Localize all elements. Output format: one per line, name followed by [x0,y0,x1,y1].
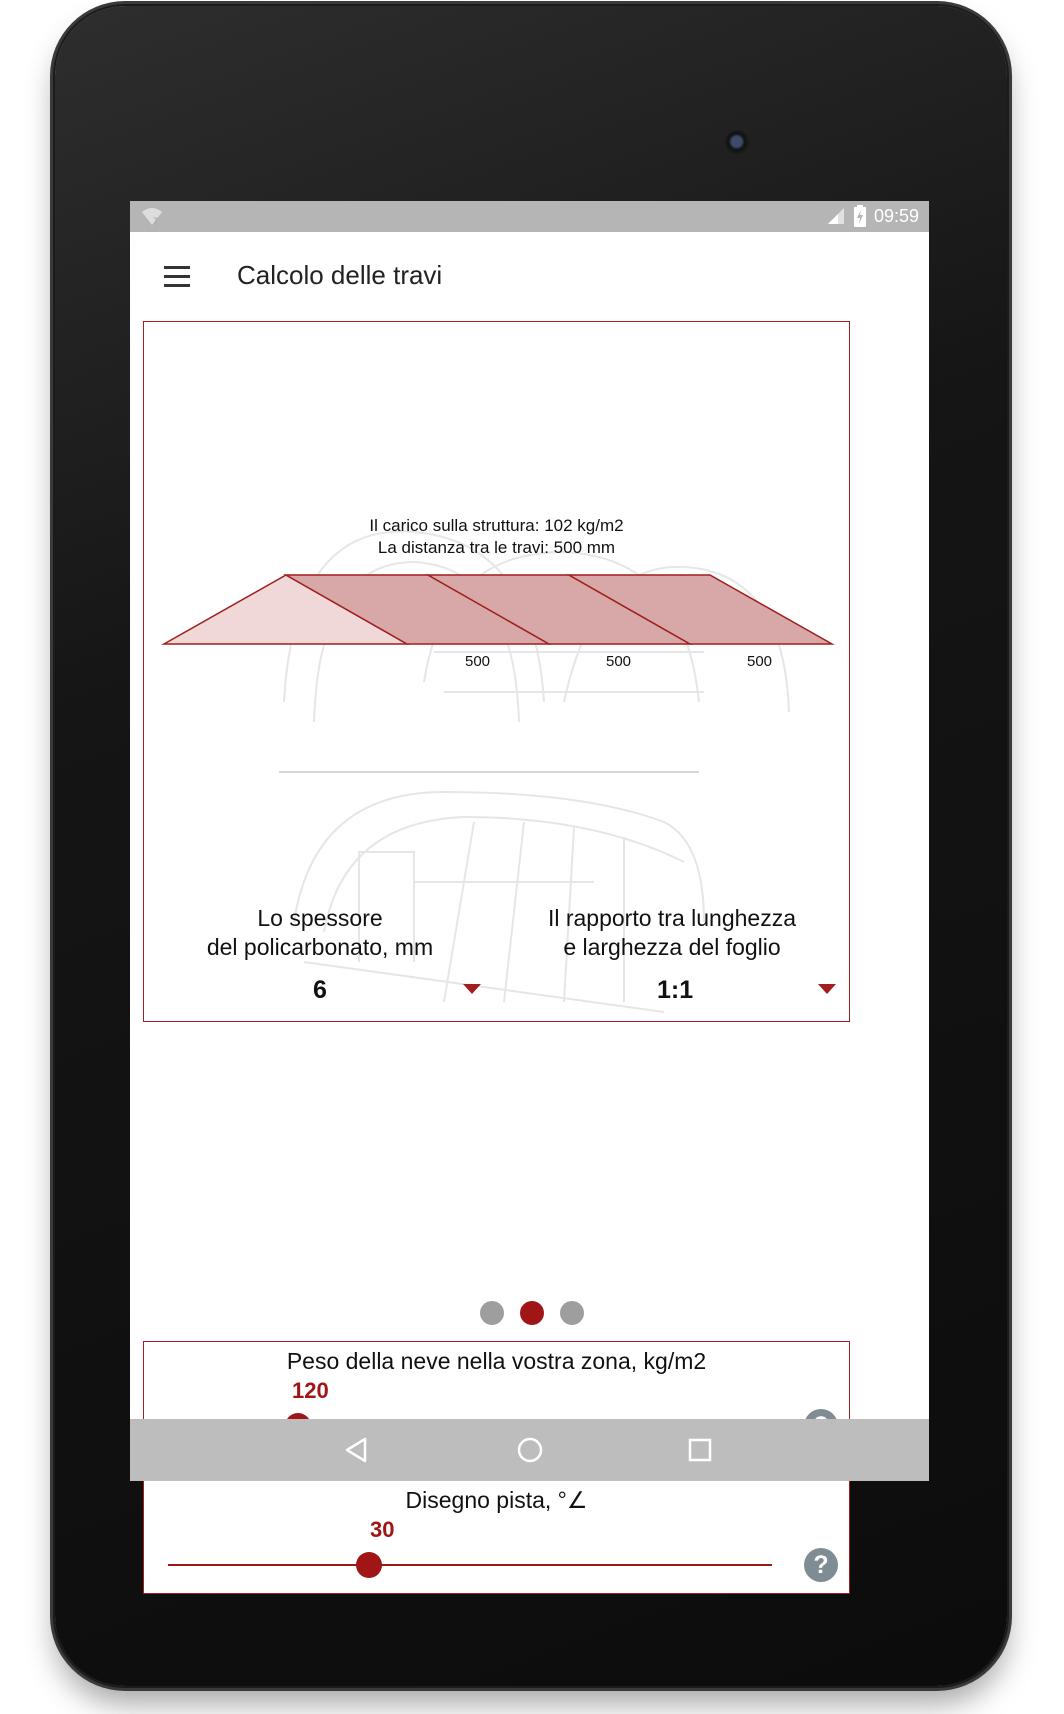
slope-slider-track[interactable] [168,1564,772,1566]
page-indicator [130,1301,929,1331]
page-dot-2[interactable] [520,1301,544,1325]
slope-title: Disegno pista, °∠ [405,1487,588,1513]
ratio-label [502,904,842,962]
screen [130,201,929,1579]
back-icon[interactable] [343,1436,371,1464]
status-icons [826,205,919,227]
slope-card [143,1480,850,1594]
app-bar [130,232,929,322]
front-camera [725,130,751,156]
system-nav-bar [130,1419,929,1481]
home-icon[interactable] [516,1436,544,1464]
snow-weight-value: 120 [292,1378,329,1403]
recents-icon[interactable] [686,1436,714,1464]
page-dot-3[interactable] [560,1301,584,1325]
ratio-label-line2: e larghezza del foglio [563,934,781,960]
help-icon[interactable]: ? [804,1548,838,1582]
thickness-label [150,904,490,962]
distance-text: La distanza tra le travi: 500 mm [377,538,616,557]
status-clock: 09:59 [873,205,919,226]
ratio-dropdown-arrow-icon[interactable] [818,984,836,994]
thickness-label-line2: del policarbonato, mm [206,934,434,960]
status-bar [130,201,929,232]
thickness-label-line1: Lo spessore [257,905,383,931]
dimension-label: 500 [747,653,773,670]
snow-weight-title: Peso della neve nella vostra zona, kg/m2 [286,1348,707,1374]
hamburger-menu-icon[interactable] [164,266,190,288]
beam-diagram-card[interactable] [143,321,850,1022]
thickness-dropdown-arrow-icon[interactable] [463,984,481,994]
svg-text:?: ? [153,217,158,227]
dimension-label: 500 [606,653,632,670]
battery-charging-icon [854,205,866,227]
page-dot-1[interactable] [480,1301,504,1325]
dimension-label: 500 [465,653,491,670]
ratio-label-line1: Il rapporto tra lunghezza [547,905,797,931]
load-text: Il carico sulla struttura: 102 kg/m2 [369,516,624,535]
slope-slider-thumb[interactable] [356,1552,382,1578]
slope-value: 30 [370,1517,395,1542]
ratio-select[interactable]: 1:1 [657,976,694,1004]
signal-icon [826,206,846,226]
page-title: Calcolo delle travi [237,260,443,290]
wifi-question-icon [140,205,164,227]
thickness-select[interactable]: 6 [313,976,327,1004]
